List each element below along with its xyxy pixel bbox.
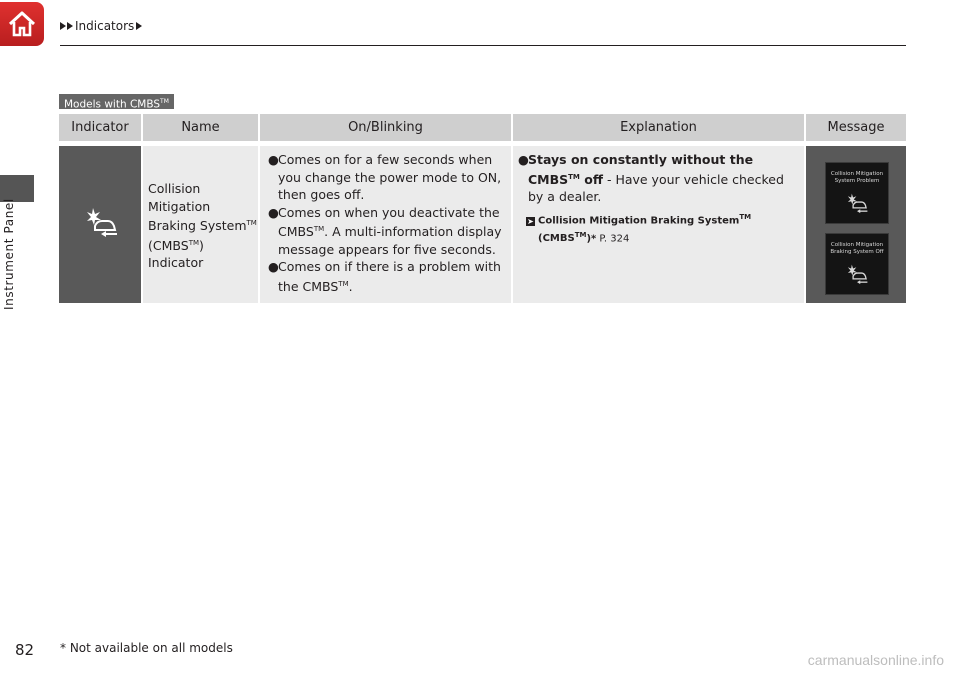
cmbs-icon xyxy=(844,262,870,288)
cmbs-icon xyxy=(844,191,870,217)
page-number: 82 xyxy=(15,641,35,659)
column-header-on-blinking: On/Blinking xyxy=(260,114,511,141)
breadcrumb xyxy=(60,19,143,33)
column-header-indicator: Indicator xyxy=(59,114,141,141)
explanation-text: ● Stays on constantly without the CMBS™ off - Have your vehicle checked by a dealer. ➤ Collision Mitigation Braking System™ (CMBS™)* P. 324 xyxy=(518,151,803,246)
breadcrumb-arrow-icon xyxy=(60,22,66,30)
on-blinking-cell xyxy=(260,146,511,303)
on-blinking-list xyxy=(268,151,504,295)
mid-screen-system-problem: Collision Mitigation System Problem xyxy=(825,162,889,224)
column-header-message: Message xyxy=(806,114,906,141)
cross-reference-link[interactable]: ➤ Collision Mitigation Braking System™ (CMBS™)* P. 324 xyxy=(527,212,752,245)
indicator-name: Collision Mitigation Braking System™ (CMBS™) Indicator xyxy=(148,181,257,271)
cmbs-indicator-icon xyxy=(81,204,121,244)
explanation-cell xyxy=(513,146,804,303)
header-divider xyxy=(60,45,906,46)
home-icon xyxy=(7,9,37,39)
column-header-explanation: Explanation xyxy=(513,114,804,141)
footnote: * Not available on all models xyxy=(60,641,233,655)
section-label: Instrument Panel xyxy=(2,198,16,310)
breadcrumb-arrow-icon xyxy=(67,22,73,30)
indicator-cell xyxy=(59,146,141,303)
breadcrumb-arrow-icon xyxy=(136,22,142,30)
message-cell xyxy=(806,146,906,303)
breadcrumb-link-indicators[interactable]: Indicators xyxy=(75,19,135,33)
models-badge: Models with CMBS™ xyxy=(59,94,174,109)
reference-arrow-icon: ➤ xyxy=(527,216,534,226)
name-cell xyxy=(143,146,258,303)
home-button[interactable] xyxy=(0,2,44,46)
list-item: ● Comes on for a few seconds when you change the power mode to ON, then goes off. xyxy=(268,152,502,202)
list-item: ● Comes on when you deactivate the CMBS™. A multi-information display message appears for five seconds. xyxy=(268,204,502,257)
watermark: carmanualsonline.info xyxy=(807,652,944,668)
list-item: ● Comes on if there is a problem with the CMBS™. xyxy=(268,259,501,294)
mid-screen-braking-system-off: Collision Mitigation Braking System Off xyxy=(825,233,889,295)
column-header-name: Name xyxy=(143,114,258,141)
